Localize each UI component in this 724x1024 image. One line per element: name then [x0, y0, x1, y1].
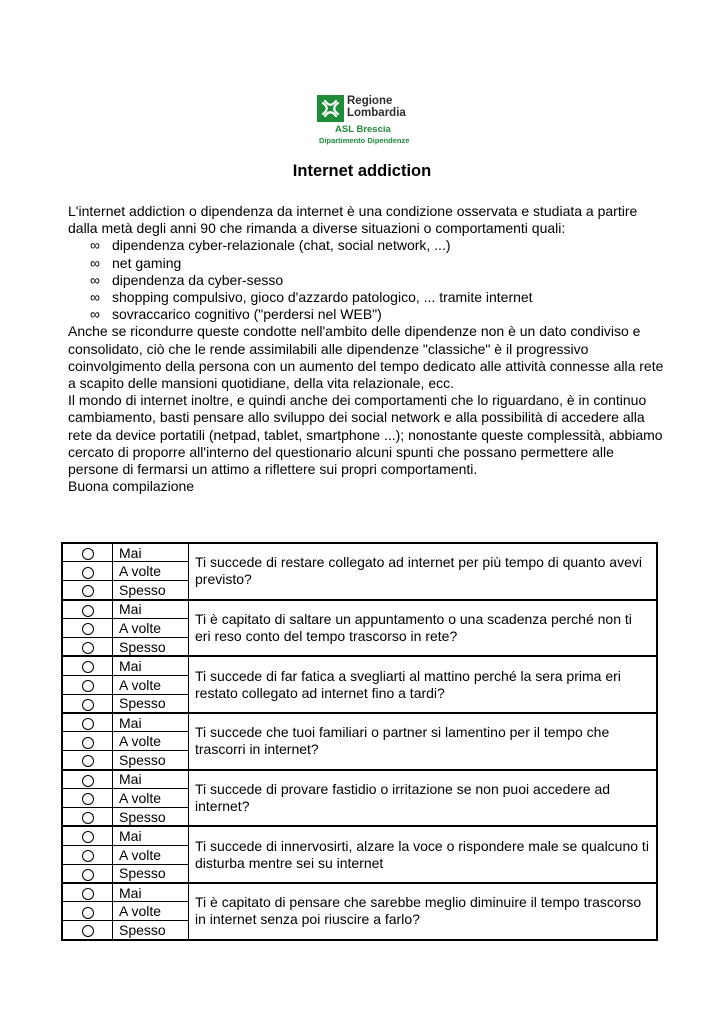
option-label: A volte: [113, 619, 189, 638]
infinity-icon: ∞: [90, 306, 100, 323]
option-label: Mai: [113, 543, 189, 562]
radio-cell: [62, 694, 113, 713]
list-item-text: dipendenza cyber-relazionale (chat, social network, ...): [112, 237, 451, 254]
option-label: Spesso: [113, 921, 189, 940]
list-item: [68, 255, 668, 272]
table-row: [62, 883, 657, 902]
logo-brand-line2: Lombardia: [347, 107, 406, 119]
questionnaire-table: [61, 542, 658, 941]
radio-circle-icon[interactable]: [82, 680, 94, 692]
radio-circle-icon[interactable]: [82, 718, 94, 730]
radio-circle-icon[interactable]: [82, 888, 94, 900]
list-item: [68, 306, 668, 323]
intro-paragraph-1: Anche se ricondurre queste condotte nell'ambito delle dipendenze non è un dato condiviso e consolidato, ciò che le rende assimilabili alle dipendenze "classiche" è il progressivo coinvolgimento della persona con un aumento del tempo dedicato alle attività connesse alla rete a scapito delle mansioni quotidiane, della vita relazionale, ecc.: [68, 323, 664, 392]
radio-cell: [62, 600, 113, 619]
question-text: Ti succede di restare collegato ad internet per più tempo di quanto avevi previsto?: [189, 543, 658, 600]
option-label: A volte: [113, 845, 189, 864]
question-text: Ti succede di innervosirti, alzare la voce o rispondere male se qualcuno ti disturba mentre sei su internet: [189, 826, 658, 883]
list-item: [68, 237, 668, 254]
option-label: A volte: [113, 675, 189, 694]
radio-circle-icon[interactable]: [82, 585, 94, 597]
list-item-text: dipendenza da cyber-sesso: [112, 271, 284, 288]
intro-paragraph-2: Il mondo di internet inoltre, e quindi anche dei comportamenti che lo riguardano, è in continuo cambiamento, basti pensare allo sviluppo dei social network e alla possibilità di accedere alla rete da device portatili (netpad, tablet, smartphone ...); nonostante queste complessità, abbiamo cercato di proporre all'interno del questionario alcuni spunti che possano permettere alle persone di fermarsi un attimo a riflettere sui propri comportamenti.: [68, 392, 663, 478]
radio-cell: [62, 675, 113, 694]
radio-cell: [62, 921, 113, 940]
radio-cell: [62, 826, 113, 845]
option-label: Spesso: [113, 581, 189, 600]
radio-circle-icon[interactable]: [82, 699, 94, 711]
radio-circle-icon[interactable]: [82, 605, 94, 617]
radio-circle-icon[interactable]: [82, 793, 94, 805]
radio-cell: [62, 751, 113, 770]
option-label: A volte: [113, 732, 189, 751]
radio-cell: [62, 789, 113, 808]
option-label: Mai: [113, 770, 189, 789]
list-item-text: sovraccarico cognitivo ("perdersi nel WEB"): [112, 306, 382, 323]
radio-circle-icon[interactable]: [82, 642, 94, 654]
list-item: [68, 272, 668, 289]
question-text: Ti è capitato di pensare che sarebbe meglio diminuire il tempo trascorso in internet senza poi riuscire a farlo?: [189, 883, 658, 940]
radio-circle-icon[interactable]: [82, 925, 94, 937]
radio-circle-icon[interactable]: [82, 775, 94, 787]
option-label: Mai: [113, 600, 189, 619]
question-text: Ti succede che tuoi familiari o partner si lamentino per il tempo che trascorri in internet?: [189, 713, 658, 770]
table-row: [62, 770, 657, 789]
option-label: Spesso: [113, 694, 189, 713]
infinity-icon: ∞: [90, 271, 100, 288]
radio-cell: [62, 770, 113, 789]
logo-sub-line2: Dipartimento Dipendenze: [319, 136, 410, 145]
table-row: [62, 600, 657, 619]
radio-cell: [62, 883, 113, 902]
radio-circle-icon[interactable]: [82, 831, 94, 843]
intro-lead: L'internet addiction o dipendenza da internet è una condizione osservata e studiata a partire dalla metà degli anni 90 che rimanda a diverse situazioni o comportamenti quali:: [68, 203, 638, 237]
radio-cell: [62, 543, 113, 562]
regione-lombardia-logo-icon: [317, 95, 344, 122]
list-item-text: shopping compulsivo, gioco d'azzardo patologico, ... tramite internet: [112, 289, 533, 306]
radio-circle-icon[interactable]: [82, 869, 94, 881]
logo-sub-line1: ASL Brescia: [335, 124, 391, 135]
logo-brand-line1: Regione: [347, 95, 393, 107]
radio-circle-icon[interactable]: [82, 623, 94, 635]
table-row: [62, 713, 657, 732]
radio-cell: [62, 713, 113, 732]
radio-cell: [62, 845, 113, 864]
asl-logo: [314, 92, 424, 148]
question-text: Ti succede di far fatica a svegliarti al mattino perché la sera prima eri restato collegato ad internet fino a tardi?: [189, 656, 658, 713]
infinity-icon: ∞: [90, 254, 100, 271]
radio-circle-icon[interactable]: [82, 755, 94, 767]
list-item-text: net gaming: [112, 254, 182, 271]
radio-cell: [62, 637, 113, 656]
radio-circle-icon[interactable]: [82, 567, 94, 579]
infinity-icon: ∞: [90, 289, 100, 306]
behavior-list: [68, 237, 668, 323]
option-label: Mai: [113, 656, 189, 675]
radio-circle-icon[interactable]: [82, 907, 94, 919]
option-label: Spesso: [113, 637, 189, 656]
radio-cell: [62, 581, 113, 600]
radio-circle-icon[interactable]: [82, 812, 94, 824]
option-label: A volte: [113, 902, 189, 921]
option-label: Spesso: [113, 751, 189, 770]
intro-closing: Buona compilazione: [68, 478, 195, 495]
radio-cell: [62, 656, 113, 675]
option-label: Spesso: [113, 807, 189, 826]
radio-cell: [62, 902, 113, 921]
question-text: Ti succede di provare fastidio o irritazione se non puoi accedere ad internet?: [189, 770, 658, 827]
radio-circle-icon[interactable]: [82, 737, 94, 749]
list-item: [68, 289, 668, 306]
radio-cell: [62, 562, 113, 581]
table-row: [62, 543, 657, 562]
radio-cell: [62, 732, 113, 751]
intro-text: [68, 203, 668, 495]
radio-circle-icon[interactable]: [82, 850, 94, 862]
infinity-icon: ∞: [90, 237, 100, 254]
radio-circle-icon[interactable]: [82, 548, 94, 560]
option-label: A volte: [113, 562, 189, 581]
table-row: [62, 656, 657, 675]
option-label: Mai: [113, 883, 189, 902]
option-label: Mai: [113, 826, 189, 845]
page-title: Internet addiction: [292, 162, 432, 180]
radio-circle-icon[interactable]: [82, 661, 94, 673]
radio-cell: [62, 619, 113, 638]
option-label: Spesso: [113, 864, 189, 883]
radio-cell: [62, 864, 113, 883]
option-label: A volte: [113, 789, 189, 808]
radio-cell: [62, 807, 113, 826]
option-label: Mai: [113, 713, 189, 732]
table-row: [62, 826, 657, 845]
question-text: Ti è capitato di saltare un appuntamento o una scadenza perché non ti eri reso conto del tempo trascorso in rete?: [189, 600, 658, 657]
